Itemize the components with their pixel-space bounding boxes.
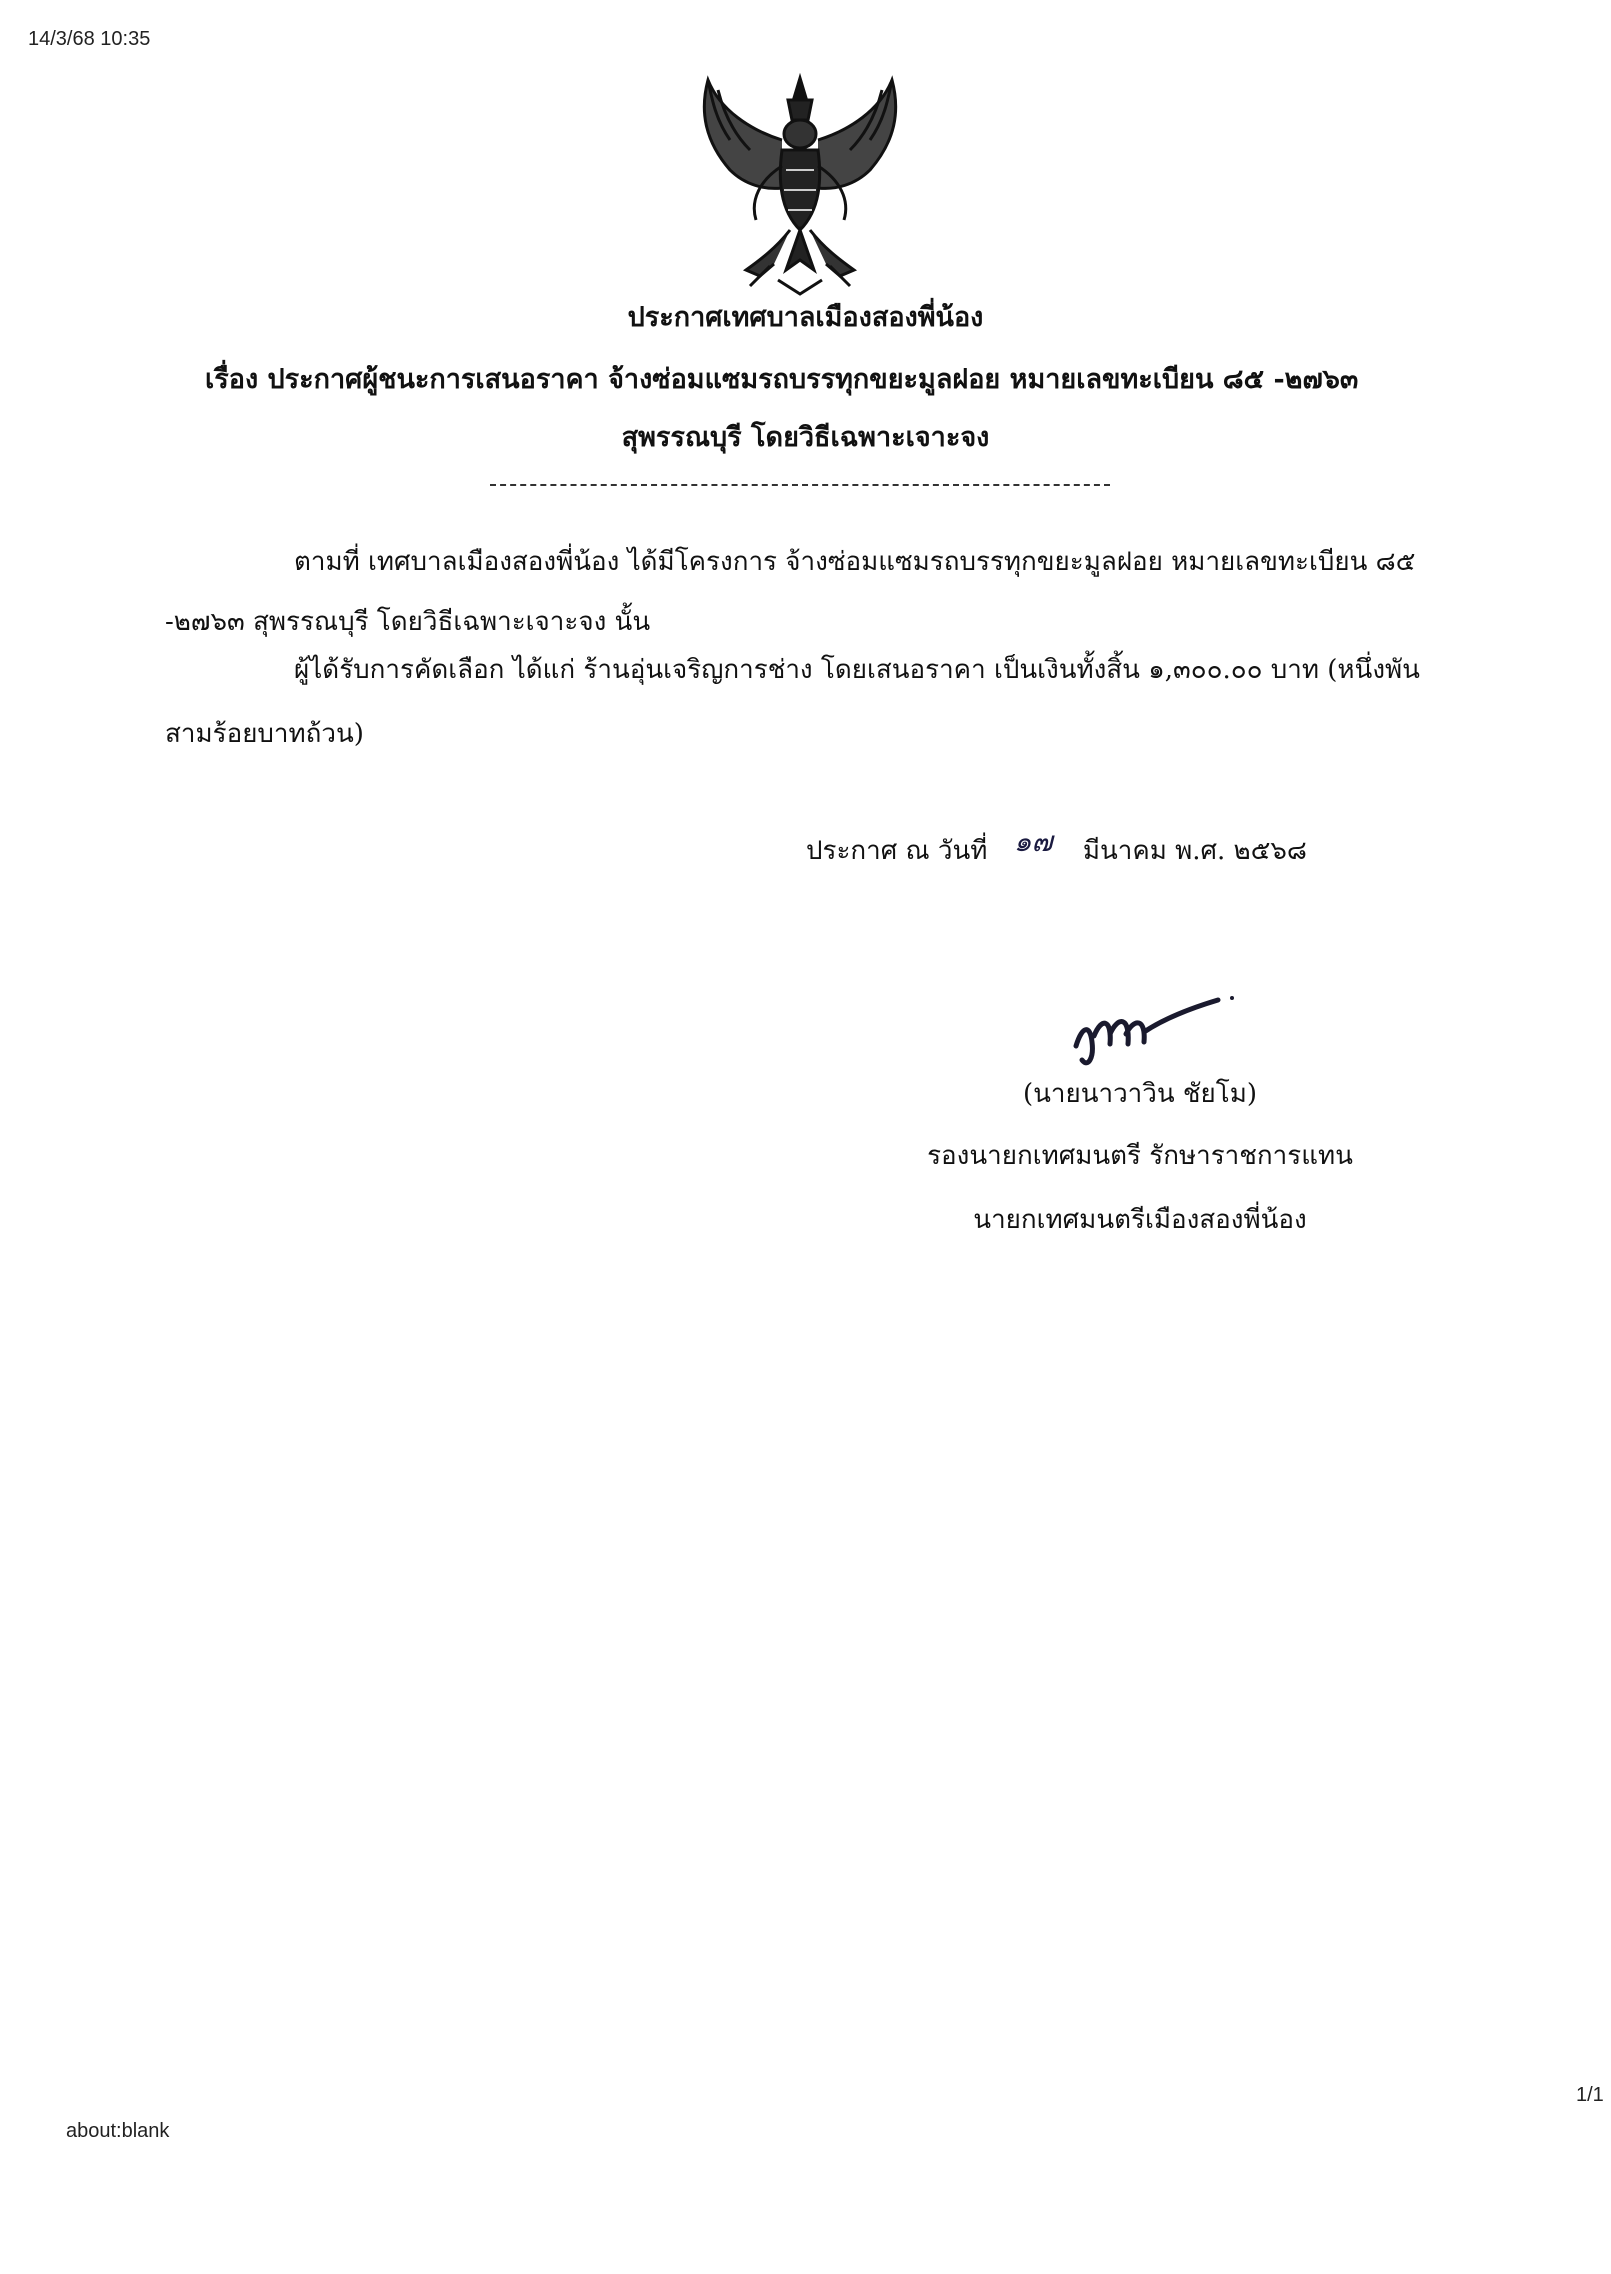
date-prefix: ประกาศ ณ วันที่ bbox=[806, 836, 988, 866]
paragraph2-line2: สามร้อยบาทถ้วน) bbox=[165, 719, 364, 749]
print-url: about:blank bbox=[66, 2120, 170, 2142]
print-timestamp: 14/3/68 10:35 bbox=[28, 28, 151, 50]
signer-position1: รองนายกเทศมนตรี รักษาราชการแทน bbox=[927, 1141, 1353, 1171]
announcement-date bbox=[806, 825, 1307, 869]
page-number: 1/1 bbox=[1576, 2084, 1604, 2106]
date-suffix: มีนาคม พ.ศ. ๒๕๖๘ bbox=[1082, 836, 1307, 866]
announcement-title: ประกาศเทศบาลเมืองสองพี่น้อง bbox=[627, 302, 984, 333]
signer-position2: นายกเทศมนตรีเมืองสองพี่น้อง bbox=[973, 1205, 1307, 1235]
announcement-subject-line1: เรื่อง ประกาศผู้ชนะการเสนอราคา จ้างซ่อมแซมรถบรรทุกขยะมูลฝอย หมายเลขทะเบียน ๘๕ -๒๗๖๓ bbox=[205, 364, 1359, 395]
garuda-emblem-icon bbox=[690, 70, 910, 300]
paragraph1-line1: ตามที่ เทศบาลเมืองสองพี่น้อง ได้มีโครงการ จ้างซ่อมแซมรถบรรทุกขยะมูลฝอย หมายเลขทะเบียน ๘๕ bbox=[294, 547, 1416, 577]
paragraph1-line2: -๒๗๖๓ สุพรรณบุรี โดยวิธีเฉพาะเจาะจง นั้น bbox=[165, 607, 651, 637]
paragraph2-line1: ผู้ได้รับการคัดเลือก ได้แก่ ร้านอุ่นเจริญการช่าง โดยเสนอราคา เป็นเงินทั้งสิ้น ๑,๓๐๐.๐๐ บาท (หนึ่งพัน bbox=[294, 655, 1420, 685]
date-day-handwritten: ๑๗ bbox=[1013, 825, 1053, 858]
divider-line bbox=[490, 484, 1110, 486]
signature-icon bbox=[1068, 986, 1238, 1076]
signer-name: (นายนาวาวิน ชัยโม) bbox=[1022, 1079, 1258, 1109]
announcement-subject-line2: สุพรรณบุรี โดยวิธีเฉพาะเจาะจง bbox=[621, 422, 990, 453]
